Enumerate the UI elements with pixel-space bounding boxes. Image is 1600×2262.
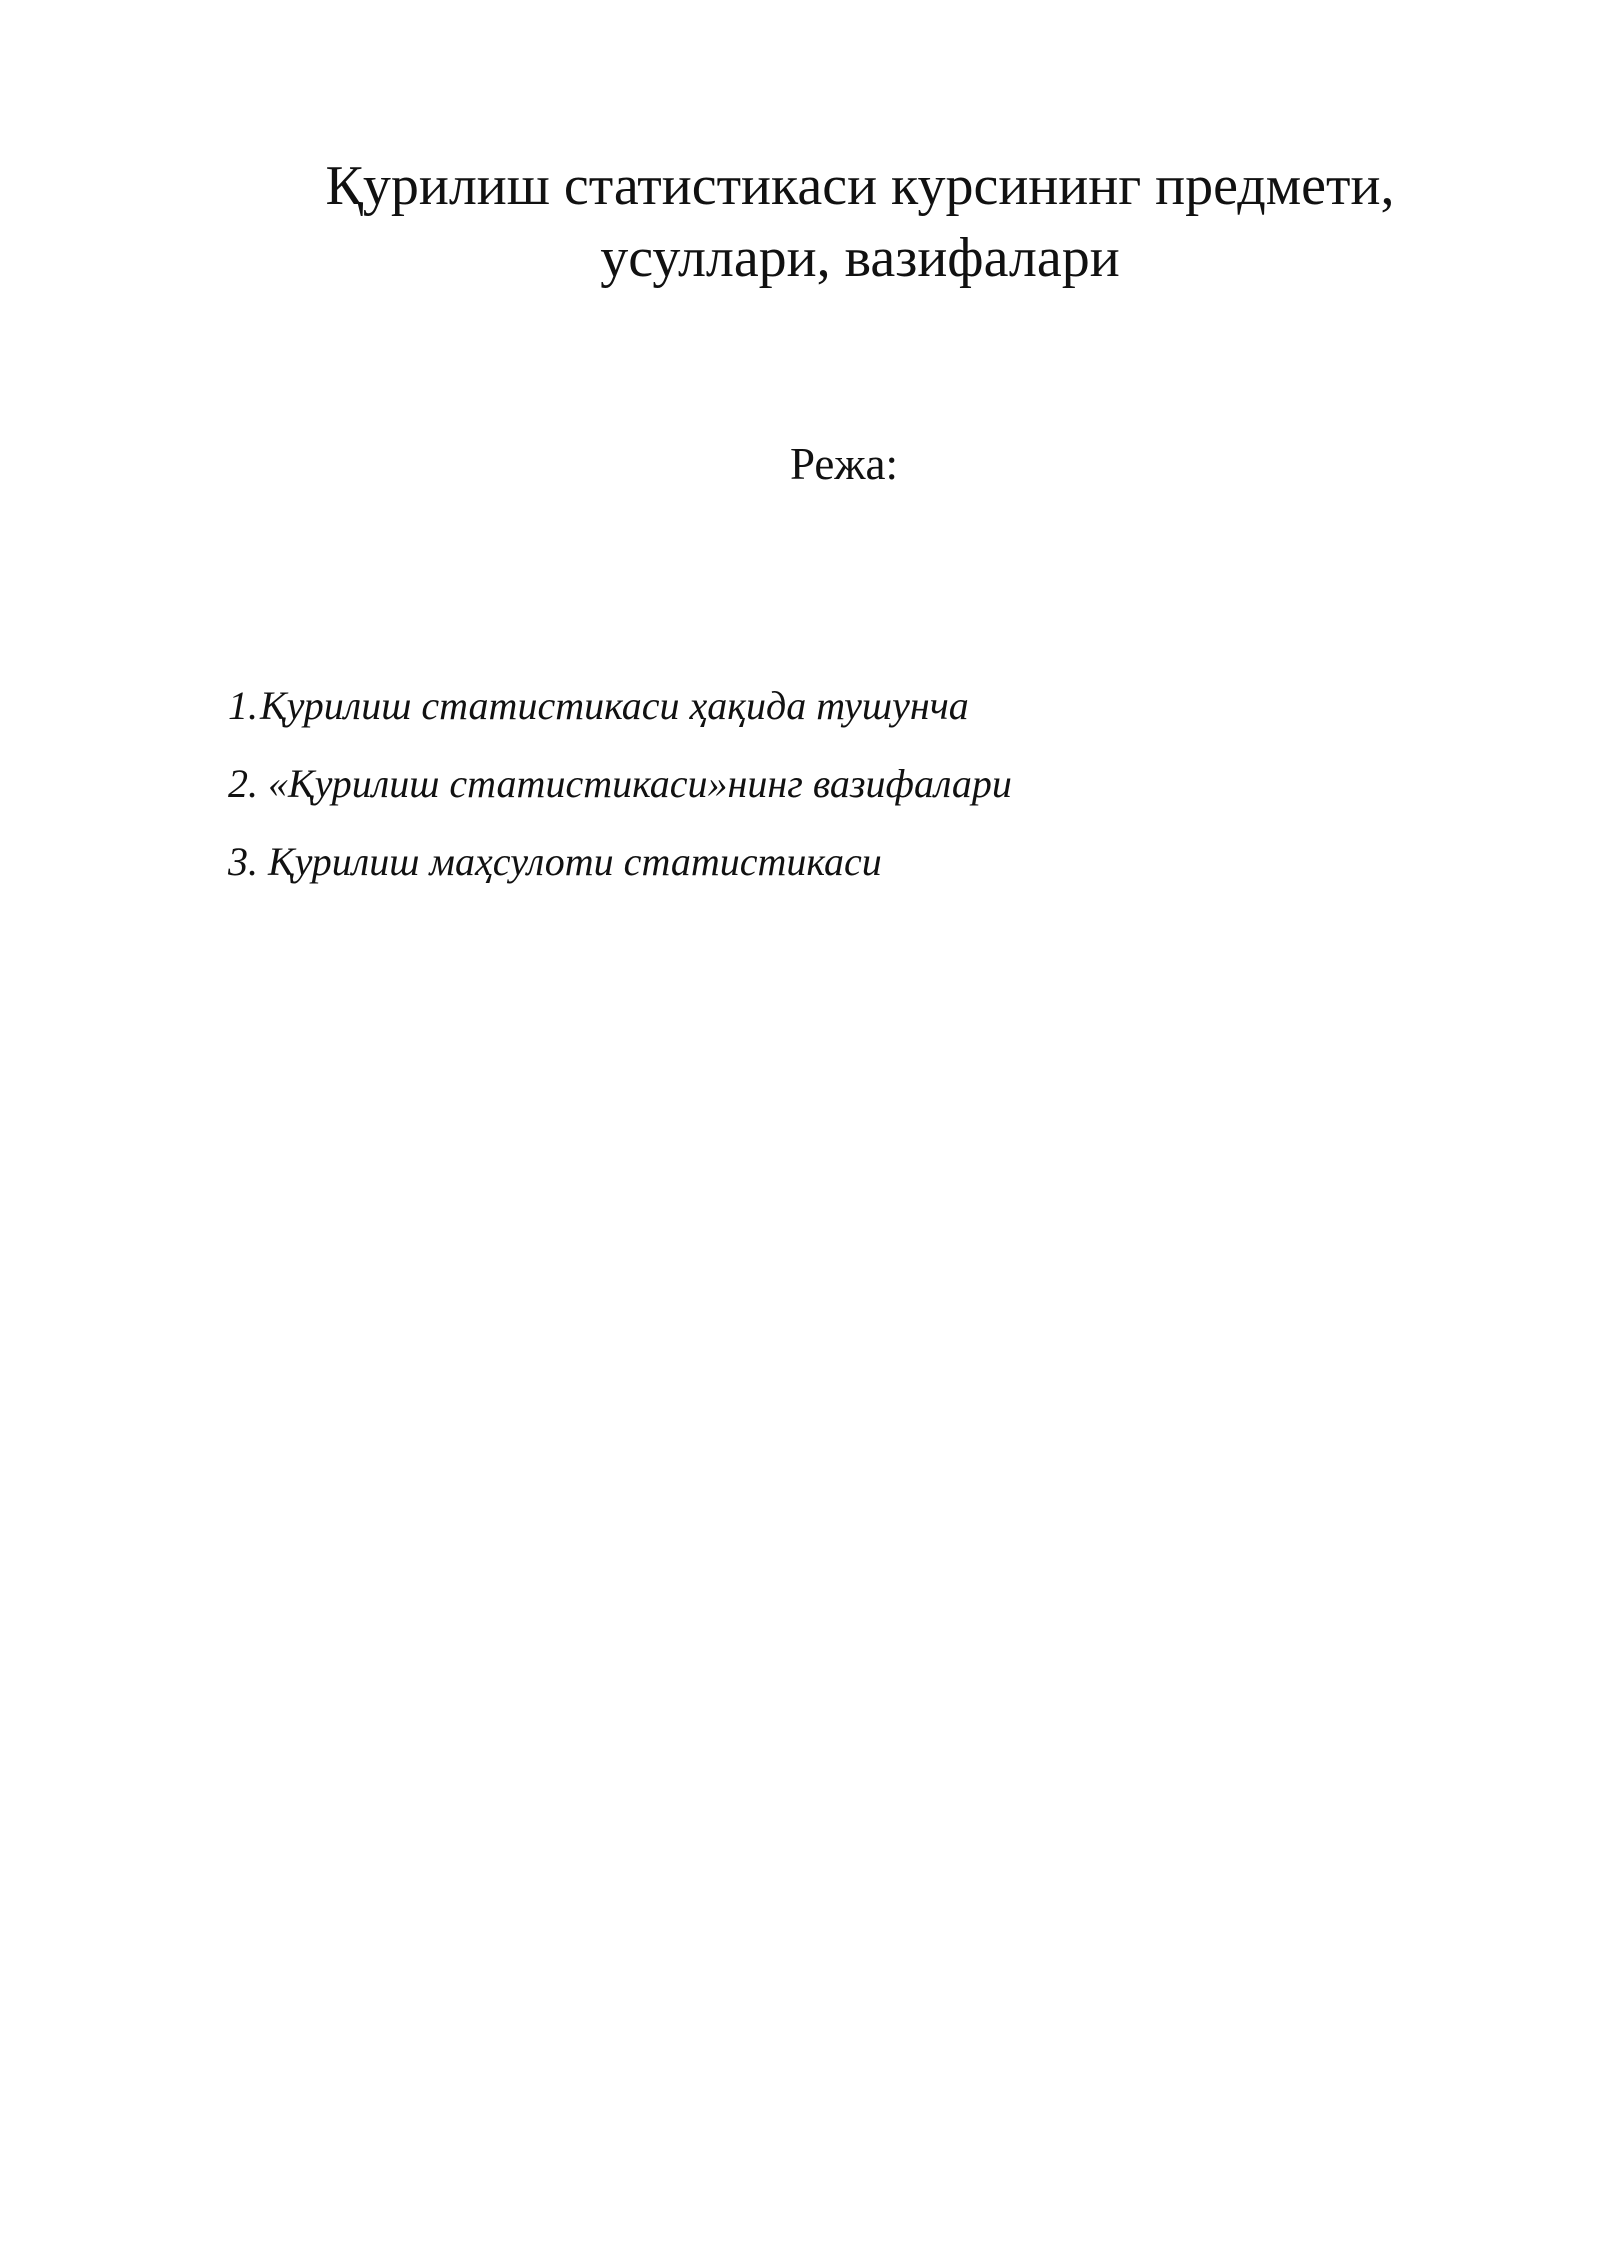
- plan-item-text: «Қурилиш статистикаси»нинг вазифалари: [268, 761, 1012, 806]
- plan-item-number: 2.: [228, 761, 258, 806]
- plan-item-number: 3.: [228, 839, 258, 884]
- plan-list: [228, 680, 1428, 914]
- plan-item-number: 1.: [228, 683, 258, 728]
- plan-item-3: [228, 836, 1428, 888]
- document-title: [230, 150, 1490, 294]
- plan-item-text: Қурилиш статистикаси ҳақида тушунча: [260, 683, 969, 728]
- plan-item-1: [228, 680, 1428, 732]
- plan-heading: Режа:: [790, 439, 898, 489]
- plan-item-2: [228, 758, 1428, 810]
- title-line-1: Қурилиш статистикаси курсининг предмети,: [325, 155, 1395, 217]
- title-line-2: усуллари, вазифалари: [600, 227, 1120, 289]
- plan-item-text: Қурилиш маҳсулоти статистикаси: [268, 839, 882, 884]
